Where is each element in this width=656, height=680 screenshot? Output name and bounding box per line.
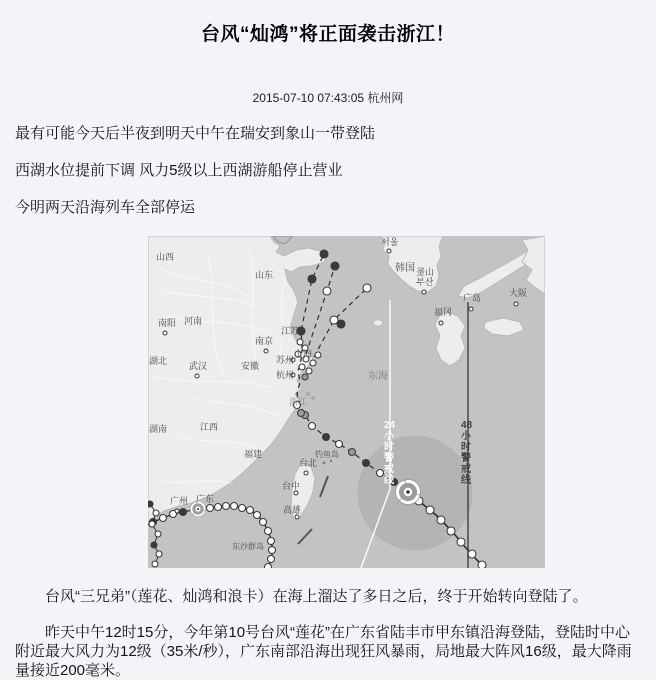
place-label: 福建 xyxy=(244,449,263,459)
chanhom-forecast-point xyxy=(336,441,343,448)
place-label: 武汉 xyxy=(189,361,208,371)
nangka-chain-point xyxy=(153,510,159,516)
place-label: 河南 xyxy=(184,316,203,326)
place-label: 湖南 xyxy=(149,424,168,434)
place-label: 南阳 xyxy=(158,318,177,328)
place-label: 广岛 xyxy=(463,293,482,303)
linfa-track-point xyxy=(247,507,254,514)
place-label: 山东 xyxy=(255,270,274,280)
article-paragraph: 台风“三兄弟”（莲花、灿鸿和浪卡）在海上溜达了多日之后，终于开始转向登陆了。 xyxy=(45,588,588,605)
linfa-track-point xyxy=(268,556,275,563)
city-dot xyxy=(469,307,473,311)
nangka-chain-point xyxy=(149,521,155,527)
place-label: 广州 xyxy=(170,496,189,506)
zhoushan-islet xyxy=(307,393,310,396)
chanhom-forecast-point xyxy=(323,434,330,441)
place-label: 大阪 xyxy=(509,288,528,298)
chanhom-forecast-point xyxy=(349,449,356,456)
chanhom-past-point xyxy=(478,561,486,568)
place-label: 高雄 xyxy=(283,505,302,515)
chanhom-forecast-point xyxy=(363,460,370,467)
forecast-branch-c-point xyxy=(330,316,338,324)
city-dot xyxy=(439,321,443,325)
nangka-chain-point xyxy=(156,551,162,557)
chanhom-past-point xyxy=(426,506,434,514)
linfa-track-point xyxy=(180,509,187,516)
place-label: 江西 xyxy=(200,422,219,432)
shanghai-cluster-point xyxy=(306,368,312,374)
linfa-track-point xyxy=(239,505,246,512)
lead-line: 今明两天沿海列车全部停运 xyxy=(15,199,196,216)
article-meta: 2015-07-10 07:43:05 杭州网 xyxy=(252,91,404,105)
diaoyu-islet xyxy=(323,462,326,465)
linfa-track-point xyxy=(231,503,238,510)
city-dot xyxy=(514,302,518,306)
article-title: 台风“灿鸿”将正面袭击浙江！ xyxy=(200,24,455,45)
place-label: 东海 xyxy=(368,371,388,382)
chanhom-past-point xyxy=(468,550,476,558)
diaoyu-islet xyxy=(330,460,332,462)
place-label: 南京 xyxy=(255,336,274,346)
nangka-chain-point xyxy=(148,501,153,507)
linfa-track-point xyxy=(207,505,214,512)
jeju-island xyxy=(373,320,383,326)
forecast-branch-b-point xyxy=(331,262,339,270)
linfa-track-point xyxy=(160,515,167,522)
typhoon-track-map xyxy=(148,236,545,568)
place-label: 苏州 xyxy=(276,355,295,365)
place-label: 湖北 xyxy=(149,356,168,366)
linfa-track-point xyxy=(215,504,222,511)
forecast-branch-c-point xyxy=(363,284,371,292)
place-label: 台北 xyxy=(299,458,318,468)
line-48h-label: 48 小时警戒线 xyxy=(461,420,473,486)
linfa-track-point xyxy=(260,519,267,526)
chanhom-past-point xyxy=(457,538,465,546)
place-label: 서울 xyxy=(381,237,399,247)
shanghai-cluster-point xyxy=(310,360,316,366)
city-dot xyxy=(422,290,426,294)
place-label: 江苏 xyxy=(281,326,300,336)
linfa-track-point xyxy=(268,538,275,545)
linfa-track-point xyxy=(269,547,276,554)
forecast-branch-a-point xyxy=(320,250,328,258)
city-dot xyxy=(304,471,308,475)
city-dot xyxy=(175,509,179,513)
place-label: 韩国 xyxy=(395,263,415,274)
chanhom-past-point xyxy=(447,527,455,535)
city-dot xyxy=(387,249,391,253)
city-dot xyxy=(294,491,298,495)
city-dot xyxy=(195,374,199,378)
place-label: 浙江 xyxy=(289,397,308,407)
place-label: 釜山 xyxy=(416,267,435,277)
place-label: 安徽 xyxy=(241,361,260,371)
place-label: 东沙群岛 xyxy=(232,542,264,551)
line-24h-label: 24 小时警戒线 xyxy=(384,420,396,486)
place-label: 钓鱼岛 xyxy=(315,450,339,459)
chanhom-forecast-point xyxy=(377,470,384,477)
place-label: 台中 xyxy=(282,481,301,491)
shanghai-cluster-point xyxy=(297,339,303,345)
lead-summary xyxy=(0,125,656,216)
city-dot xyxy=(264,349,268,353)
place-label: 福冈 xyxy=(434,307,453,317)
nangka-chain-point xyxy=(155,531,161,537)
shanghai-cluster-point xyxy=(302,374,308,380)
nangka-chain-point xyxy=(151,542,157,548)
chanhom-forecast-point xyxy=(298,410,305,417)
lead-line: 西湖水位提前下调 风力5级以上西湖游船停止营业 xyxy=(15,162,343,179)
place-label: 山西 xyxy=(156,252,175,262)
linfa-track-point xyxy=(265,564,272,569)
zhoushan-islet xyxy=(312,397,314,399)
lead-line: 最有可能今天后半夜到明天中午在瑞安到象山一带登陆 xyxy=(15,125,376,142)
shanghai-cluster-point xyxy=(299,364,305,370)
chanhom-past-point xyxy=(437,516,445,524)
linfa-track-point xyxy=(265,528,272,535)
place-label: 广东 xyxy=(196,494,215,504)
chanhom-forecast-point xyxy=(309,423,316,430)
forecast-branch-b-point xyxy=(323,287,331,295)
place-label: 上海 xyxy=(294,349,313,359)
linfa-track-point xyxy=(254,512,261,519)
nangka-chain-point xyxy=(152,561,158,567)
shanghai-cluster-point xyxy=(315,352,321,358)
place-label: 杭州 xyxy=(276,370,295,380)
place-label: 부산 xyxy=(416,277,434,287)
city-dot xyxy=(295,515,299,519)
linfa-track-point xyxy=(223,503,230,510)
city-dot xyxy=(163,331,167,335)
forecast-branch-a-point xyxy=(308,275,316,283)
article-paragraph: 昨天中午12时15分，今年第10号台风“莲花”在广东省陆丰市甲东镇沿海登陆，登陆时中心附近最大风力为12级（35米/秒），广东南部沿海出现狂风暴雨，局地最大阵风16级，最大降雨量接近200毫米。 xyxy=(15,624,632,679)
